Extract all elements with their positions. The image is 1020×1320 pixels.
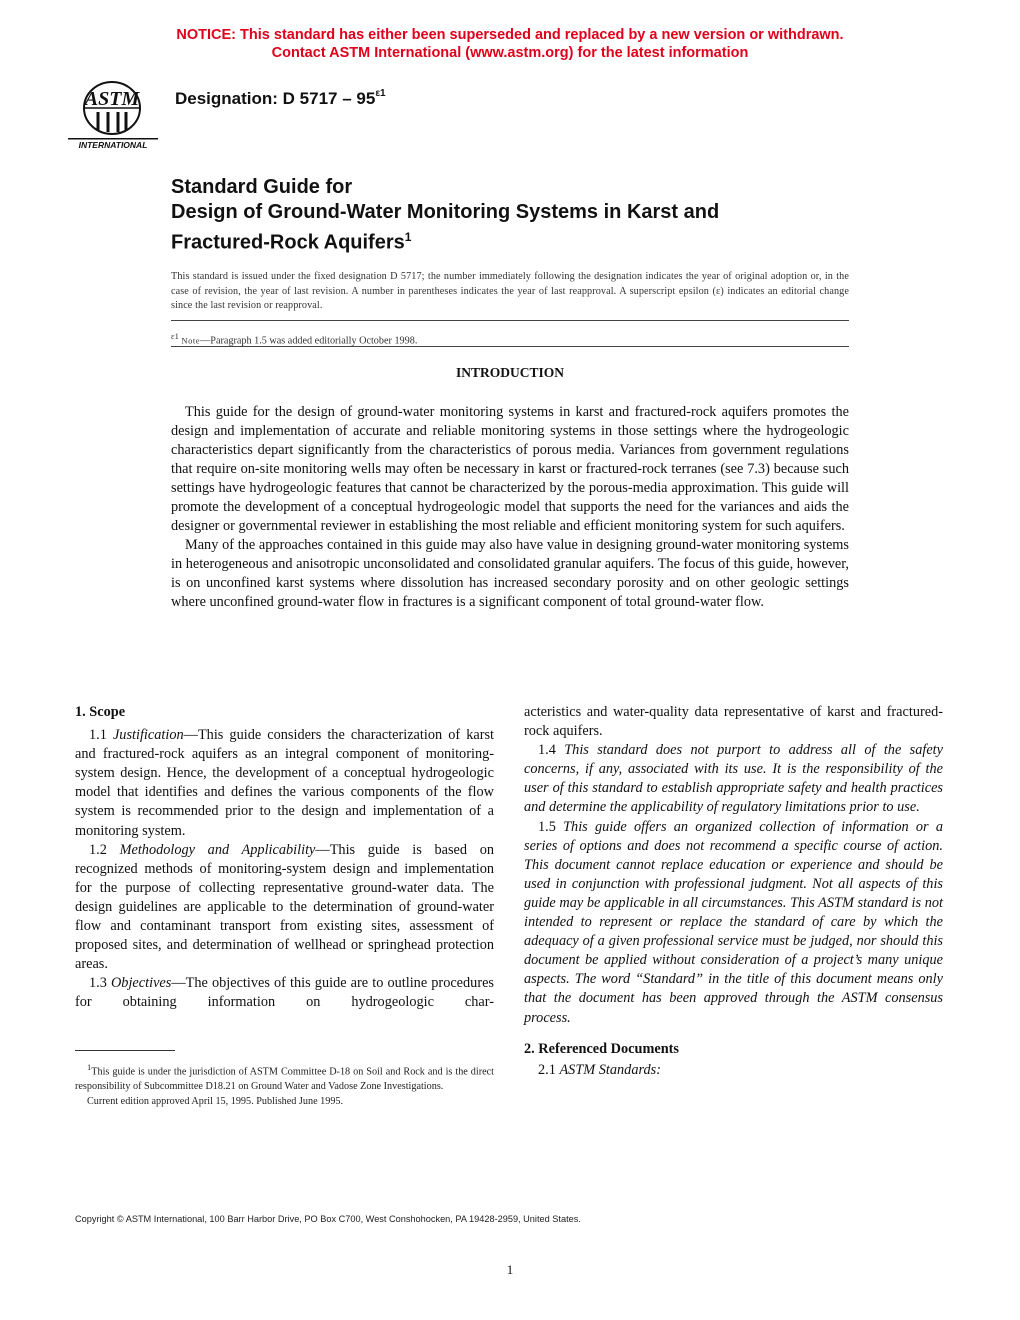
footnote-text: This guide is under the jurisdiction of ASTM Committee D-18 on Soil and Rock and is the direct responsibility of Subcommittee D18.21 on Ground Water and Vadose Zone Investigations. — [75, 1066, 494, 1093]
logo-subtitle: INTERNATIONAL — [78, 140, 148, 150]
designation-label: Designation: D 5717 – 95 — [175, 89, 376, 108]
left-column — [75, 703, 494, 1013]
issued-note: This standard is issued under the fixed designation D 5717; the number immediately following the designation indicates the year of original adoption or, in the case of revision, the year of last revision. A number in parentheses indicates the year of last reapproval. A superscript epsilon (ε) indicates an editorial change since the last revision or reapproval. — [171, 271, 849, 312]
title-line-3: Fractured-Rock Aquifers — [171, 231, 405, 254]
editorial-note-label: Note — [181, 335, 201, 346]
astm-logo-mark — [64, 78, 164, 150]
editorial-note — [171, 331, 417, 346]
scope-paragraph-1-4 — [524, 741, 943, 817]
footnote-mark: 1 — [87, 1062, 92, 1072]
para-number: 1.5 — [538, 818, 556, 835]
title-footnote-mark: 1 — [404, 230, 412, 244]
para-number: 2.1 — [538, 1061, 556, 1078]
header-rule — [171, 320, 849, 321]
introduction-body — [171, 403, 849, 612]
title-line-2: Design of Ground-Water Monitoring Systems in Karst and — [171, 201, 720, 223]
editorial-rule — [171, 346, 849, 347]
para-title: ASTM Standards: — [559, 1061, 661, 1078]
logo-letters: ASTM — [84, 88, 140, 110]
para-text: —This guide considers the characterization of karst and fractured-rock aquifers as an integral component of monitoring-system design. Hence, the development of a conceptual hydrogeologic model that identifies and defines the various components of the flow system is recommended prior to the design and implementation of a monitoring system. — [75, 727, 494, 839]
astm-logo — [64, 78, 164, 150]
referenced-documents-heading: 2. Referenced Documents — [524, 1040, 679, 1057]
para-number: 1.4 — [538, 742, 556, 759]
para-text: This guide offers an organized collection of information or a series of options and does not recommend a specific course of action. This document cannot replace education or experience and should be used in conjunction with professional judgment. Not all aspects of this guide may be applicable in all circumstances. This ASTM standard is not intended to represent or replace the standard of care by which the adequacy of a given professional service must be judged, nor should this document be applied without consideration of a project’s many unique aspects. The word “Standard” in the title of this document means only that the document has been approved through the ASTM consensus process. — [524, 818, 943, 1026]
scope-paragraph-1-2 — [75, 841, 494, 975]
title-line-1: Standard Guide for — [171, 176, 353, 198]
scope-paragraph-1-5 — [524, 818, 943, 1028]
para-text: This standard does not purport to address all of the safety concerns, if any, associated with its use. It is the responsibility of the user of this standard to establish appropriate safety and health practices and determine the applicability of regulatory limitations prior to use. — [524, 742, 943, 816]
introduction-paragraph-1: This guide for the design of ground-water monitoring systems in karst and fractured-rock aquifers promotes the design and implementation of accurate and reliable monitoring systems in those settings where the hydrogeologic characteristics depart significantly from the characteristics of porous media. Variances from government regulations that require on-site monitoring wells may often be necessary in karst or fractured-rock terranes (see 7.3) because such settings have hydrogeologic features that cannot be characterized by the porous-media approximation. This guide will promote the development of a conceptual hydrogeologic model that supports the need for the variances and aids the designer or governmental reviewer in establishing the most reliable and efficient monitoring system for such aquifers. — [171, 404, 849, 534]
introduction-heading: INTRODUCTION — [455, 365, 564, 380]
para-title: Justification — [112, 727, 184, 744]
scope-paragraph-1-1 — [75, 726, 494, 841]
editorial-note-text: —Paragraph 1.5 was added editorially October 1998. — [200, 335, 418, 347]
scope-paragraph-1-3 — [75, 974, 494, 1012]
withdrawal-notice — [0, 26, 1020, 62]
notice-line-2: Contact ASTM International (www.astm.org) for the latest information — [271, 45, 749, 61]
para-text: —The objectives of this guide are to outline procedures for obtaining information on hydrogeologic char- — [75, 975, 494, 1011]
introduction-paragraph-2: Many of the approaches contained in this guide may also have value in designing ground-water monitoring systems in heterogeneous and anisotropic unconsolidated and consolidated granular aquifers. The focus of this guide, however, is on unconfined karst systems where dissolution has increased secondary porosity and on other geologic settings where unconfined ground-water flow in fractures is a significant component of total ground-water flow. — [171, 537, 849, 610]
editorial-mark: ε1 — [171, 331, 179, 341]
scope-paragraph-1-3-continued: acteristics and water-quality data representative of karst and fractured-rock aquifers. — [524, 704, 943, 740]
referenced-paragraph-2-1 — [524, 1061, 943, 1080]
footnote — [75, 1060, 494, 1109]
scope-heading: 1. Scope — [75, 704, 126, 720]
footnote-rule — [75, 1050, 175, 1051]
document-title — [171, 175, 871, 256]
designation-superscript: ε1 — [375, 88, 386, 100]
designation — [175, 89, 386, 109]
para-number: 1.2 — [89, 841, 107, 858]
notice-line-1: NOTICE: This standard has either been superseded and replaced by a new version or withdrawn. — [176, 27, 844, 43]
para-number: 1.1 — [89, 727, 107, 744]
page-number: 1 — [506, 1262, 514, 1277]
footnote-approval: Current edition approved April 15, 1995. Published June 1995. — [87, 1096, 344, 1108]
right-column — [524, 703, 943, 1080]
copyright: Copyright © ASTM International, 100 Barr Harbor Drive, PO Box C700, West Conshohocken, PA 19428-2959, United States. — [75, 1214, 581, 1224]
para-title: Objectives — [110, 975, 172, 992]
footnote-1 — [75, 1060, 494, 1094]
para-text: —This guide is based on recognized methods of monitoring-system design and implementation for the purpose of collecting representative ground-water data. The design guidelines are applicable to the determination of ground-water flow and contaminant transport from existing sites, assessment of proposed sites, and determination of wellhead or springhead protection areas. — [75, 841, 494, 973]
para-title: Methodology and Applicability — [119, 841, 316, 858]
para-number: 1.3 — [89, 975, 107, 992]
